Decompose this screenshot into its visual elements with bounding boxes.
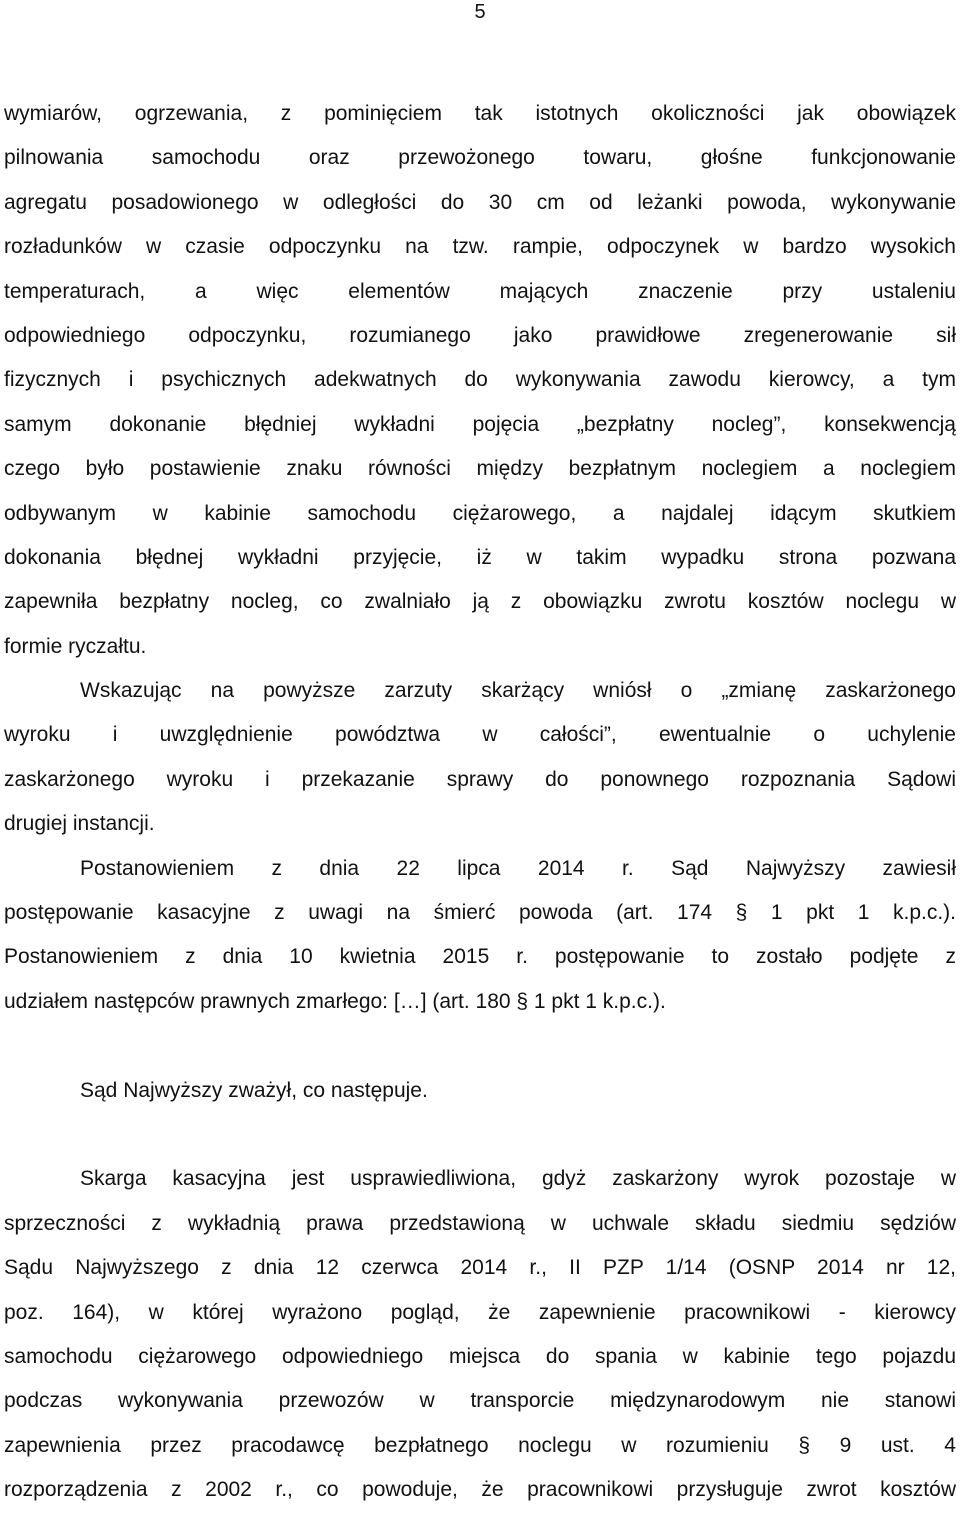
text-line: zapewnienia przez pracodawcę bezpłatnego noclegu w rozumieniu § 9 ust. 4 [4,1433,956,1457]
text-line: dokonania błędnej wykładni przyjęcie, iż w takim wypadku strona pozwana [4,545,956,569]
text-line: formie ryczałtu. [4,634,147,658]
text-line: czego było postawienie znaku równości między bezpłatnym noclegiem a noclegiem [4,457,956,481]
page-number: 5 [474,1,486,23]
blank-line [4,1024,956,1068]
text-line: udziałem następców prawnych zmarłego: […] (art. 180 § 1 pkt 1 k.p.c.). [4,989,666,1013]
text-line: Sądu Najwyższego z dnia 12 czerwca 2014 r., II PZP 1/14 (OSNP 2014 nr 12, [4,1256,956,1280]
blank-line [4,1113,956,1157]
text-line: Postanowieniem z dnia 22 lipca 2014 r. Sąd Najwyższy zawiesił [80,856,956,880]
text-line: odpowiedniego odpoczynku, rozumianego jako prawidłowe zregenerowanie sił [4,323,956,347]
text-line: Sąd Najwyższy zważył, co następuje. [80,1078,428,1102]
text-line: pilnowania samochodu oraz przewożonego towaru, głośne funkcjonowanie [4,146,956,170]
text-line: podczas wykonywania przewozów w transporcie międzynarodowym nie stanowi [4,1389,956,1413]
text-line: wyroku i uwzględnienie powództwa w całości”, ewentualnie o uchylenie [4,723,956,747]
text-line: Skarga kasacyjna jest usprawiedliwiona, gdyż zaskarżony wyrok pozostaje w [80,1167,956,1191]
text-line: agregatu posadowionego w odległości do 30 cm od leżanki powoda, wykonywanie [4,190,956,214]
text-line: fizycznych i psychicznych adekwatnych do wykonywania zawodu kierowcy, a tym [4,368,956,392]
text-line: rozładunków w czasie odpoczynku na tzw. rampie, odpoczynek w bardzo wysokich [4,235,956,259]
text-line: Wskazując na powyższe zarzuty skarżący wniósł o „zmianę zaskarżonego [80,679,956,703]
text-line: Postanowieniem z dnia 10 kwietnia 2015 r. postępowanie to zostało podjęte z [4,945,956,969]
text-line: sprzeczności z wykładnią prawa przedstawioną w uchwale składu siedmiu sędziów [4,1211,956,1235]
text-line: rozporządzenia z 2002 r., co powoduje, że pracownikowi przysługuje zwrot kosztów [4,1478,956,1502]
text-line: samochodu ciężarowego odpowiedniego miejsca do spania w kabinie tego pojazdu [4,1344,956,1368]
text-line: postępowanie kasacyjne z uwagi na śmierć powoda (art. 174 § 1 pkt 1 k.p.c.). [4,901,956,925]
text-line: temperaturach, a więc elementów mających znaczenie przy ustaleniu [4,279,956,303]
text-line: poz. 164), w której wyrażono pogląd, że zapewnienie pracownikowi - kierowcy [4,1300,956,1324]
text-line: wymiarów, ogrzewania, z pominięciem tak istotnych okoliczności jak obowiązek [4,102,956,125]
text-line: samym dokonanie błędniej wykładni pojęcia „bezpłatny nocleg”, konsekwencją [4,412,956,436]
text-line: drugiej instancji. [4,812,155,836]
text-line: zaskarżonego wyroku i przekazanie sprawy do ponownego rozpoznania Sądowi [4,767,956,791]
text-line: zapewniła bezpłatny nocleg, co zwalniało ją z obowiązku zwrotu kosztów noclegu w [4,590,956,614]
document-body [4,92,956,1513]
text-line: odbywanym w kabinie samochodu ciężarowego, a najdalej idącym skutkiem [4,501,956,525]
